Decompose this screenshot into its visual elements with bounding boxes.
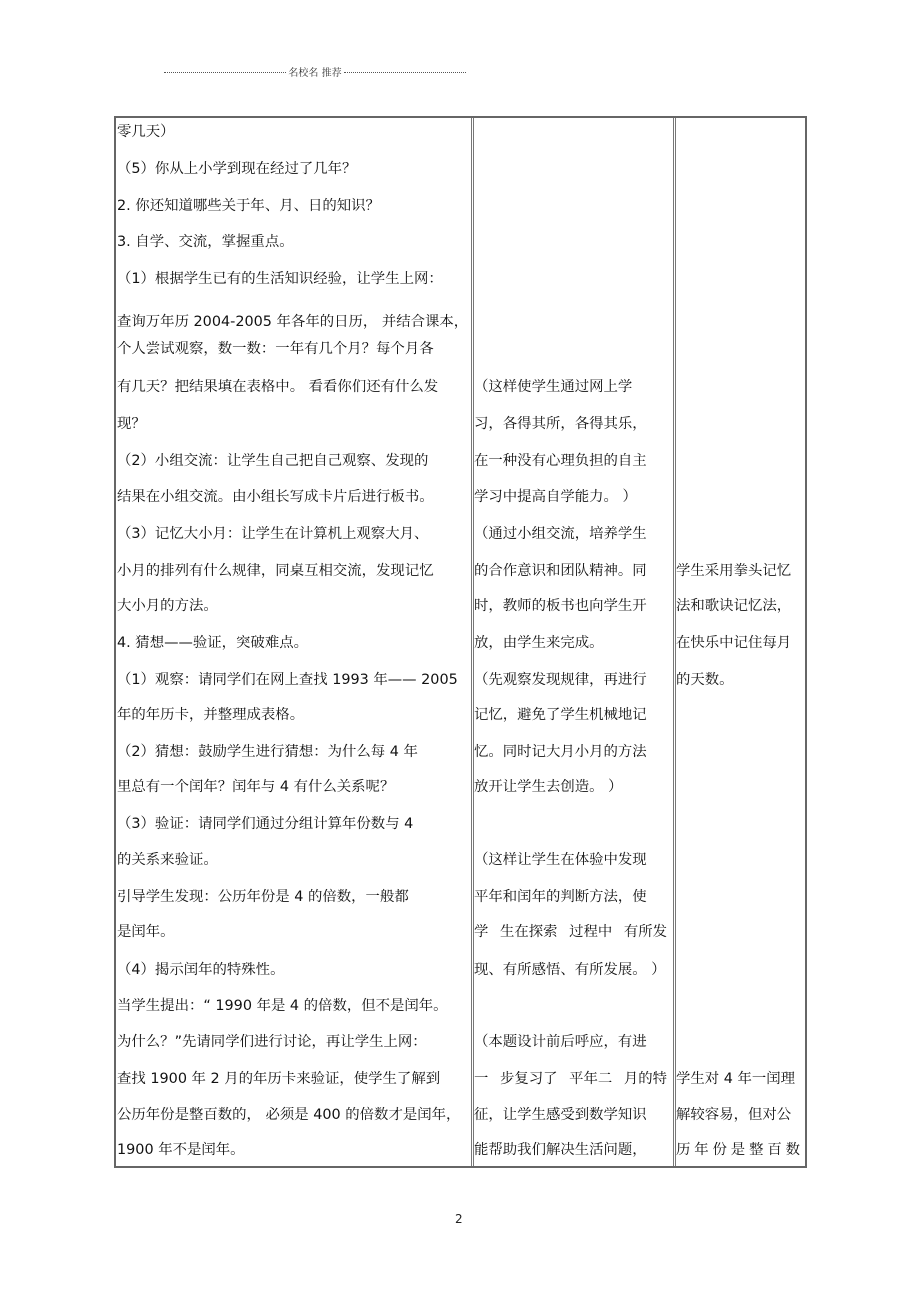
intent-text-line: 习，各得其所，各得其乐， — [474, 416, 647, 432]
process-text-line: 引导学生发现：公历年份是 4 的倍数，一般都 — [117, 889, 409, 905]
process-text-line: 查询万年历 2004-2005 年各年的日历， 并结合课本， — [117, 314, 469, 330]
word: 月的特 — [623, 1071, 667, 1087]
process-text-line: 个人尝试观察，数一数：一年有几个月？每个月各 — [117, 341, 434, 357]
process-text-line: （3）记忆大小月：让学生在计算机上观察大月、 — [117, 526, 429, 542]
process-text-line: （3）验证：请同学们通过分组计算年份数与 4 — [117, 816, 414, 832]
process-text-line: 3. 自学、交流，掌握重点。 — [117, 234, 294, 250]
note-text-line: 解较容易，但对公 — [676, 1107, 792, 1123]
note-text-line: 学生采用拳头记忆 — [676, 563, 792, 579]
process-text-line: 有几天？把结果填在表格中。 看看你们还有什么发 — [117, 379, 439, 395]
intent-text-line: 时，教师的板书也向学生开 — [474, 598, 647, 614]
char: 年 — [694, 1142, 709, 1158]
process-text-line: 年的年历卡，并整理成表格。 — [117, 707, 305, 723]
process-text-line: 结果在小组交流。由小组长写成卡片后进行板书。 — [117, 489, 434, 505]
header-dotted-rule-left — [164, 72, 286, 73]
intent-text-line: （这样让学生在体验中发现 — [474, 852, 647, 868]
intent-text-line: 平年和闰年的判断方法，使 — [474, 889, 647, 905]
process-text-line: （4）揭示闰年的特殊性。 — [117, 962, 285, 978]
note-text-line-justified — [676, 1141, 800, 1159]
char: 份 — [712, 1142, 727, 1158]
word: 步复习了 — [499, 1071, 558, 1087]
intent-text-line: 记忆，避免了学生机械地记 — [474, 707, 647, 723]
intent-text-line: 学习中提高自学能力。 ） — [474, 489, 637, 505]
process-text-line: （2）小组交流：让学生自己把自己观察、发现的 — [117, 453, 429, 469]
process-text-line: 零几天） — [117, 124, 175, 140]
process-text-line: 查找 1900 年 2 月的年历卡来验证，使学生了解到 — [117, 1071, 441, 1087]
intent-text-line: 现、有所感悟、有所发展。 ） — [474, 962, 666, 978]
intent-text-line-justified — [474, 923, 667, 941]
process-text-line: 是闰年。 — [117, 924, 175, 940]
page-header — [164, 62, 466, 80]
intent-text-line: （这样使学生通过网上学 — [474, 379, 633, 395]
process-text-line: 的关系来验证。 — [117, 852, 218, 868]
page-number: 2 — [455, 1212, 463, 1226]
intent-text-line: （通过小组交流，培养学生 — [474, 526, 647, 542]
process-text-line: （5）你从上小学到现在经过了几年？ — [117, 161, 357, 177]
char: 历 — [676, 1142, 691, 1158]
char: 数 — [785, 1142, 800, 1158]
intent-text-line-justified — [474, 1070, 667, 1088]
process-text-line: 公历年份是整百数的， 必须是 400 的倍数才是闰年， — [117, 1107, 461, 1123]
process-text-line: 4. 猜想——验证，突破难点。 — [117, 635, 308, 651]
intent-text-line: （先观察发现规律，再进行 — [474, 672, 647, 688]
process-text-line: （1）根据学生已有的生活知识经验，让学生上网： — [117, 271, 443, 287]
process-text-line: 里总有一个闰年？闰年与 4 有什么关系呢？ — [117, 779, 395, 795]
note-text-line: 法和歌诀记忆法， — [676, 598, 792, 614]
note-text-line: 学生对 4 年一闰理 — [676, 1071, 796, 1087]
intent-text-line: 放开让学生去创造。 ） — [474, 779, 623, 795]
note-text-line: 的天数。 — [676, 672, 734, 688]
process-text-line: 1900 年不是闰年。 — [117, 1142, 245, 1158]
char: 百 — [767, 1142, 782, 1158]
process-text-line: （2）猜想：鼓励学生进行猜想：为什么每 4 年 — [117, 744, 418, 760]
process-text-line: 为什么？”先请同学们进行讨论，再让学生上网： — [117, 1034, 427, 1050]
process-text-line: 当学生提出：“ 1990 年是 4 的倍数，但不是闰年。 — [117, 998, 448, 1014]
word: 生在探索 — [499, 924, 558, 940]
word: 一 — [474, 1071, 489, 1087]
intent-text-line: 放，由学生来完成。 — [474, 635, 604, 651]
word: 平年二 — [569, 1071, 613, 1087]
process-text-line: （1）观察：请同学们在网上查找 1993 年—— 2005 — [117, 672, 458, 688]
intent-text-line: 能帮助我们解决生活问题， — [474, 1142, 647, 1158]
note-text-line: 在快乐中记住每月 — [676, 635, 792, 651]
word: 过程中 — [569, 924, 613, 940]
header-dotted-rule-right — [344, 72, 466, 73]
char: 整 — [749, 1142, 764, 1158]
process-text-line: 2. 你还知道哪些关于年、月、日的知识？ — [117, 198, 380, 214]
intent-text-line: 在一种没有心理负担的自主 — [474, 453, 647, 469]
char: 是 — [730, 1142, 746, 1158]
process-text-line: 大小月的方法。 — [117, 598, 218, 614]
header-text: 名校名 推荐 — [288, 67, 342, 79]
intent-text-line: 忆。同时记大月小月的方法 — [474, 744, 647, 760]
word: 学 — [474, 924, 489, 940]
intent-text-line: 征，让学生感受到数学知识 — [474, 1107, 647, 1123]
intent-text-line: （本题设计前后呼应，有进 — [474, 1034, 647, 1050]
intent-text-line: 的合作意识和团队精神。同 — [474, 563, 647, 579]
process-text-line: 小月的排列有什么规律，同桌互相交流，发现记忆 — [117, 563, 434, 579]
process-text-line: 现？ — [117, 416, 146, 432]
word: 有所发 — [623, 924, 667, 940]
